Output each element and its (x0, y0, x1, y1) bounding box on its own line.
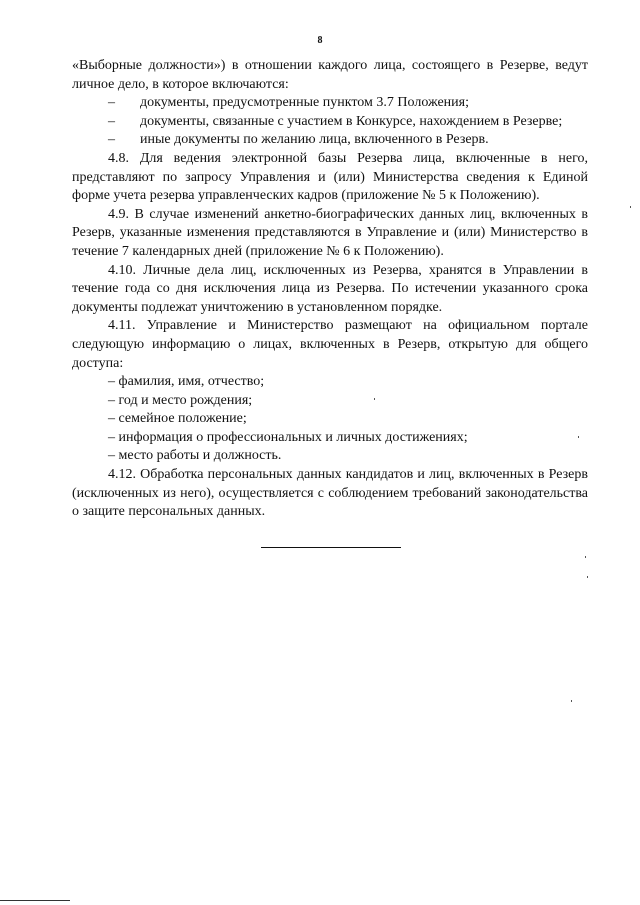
paragraph-4-11: 4.11. Управление и Министерство размещают на официальном портале следующую информацию о лицах, включенных в Резерв, открытую для общего доступа: (72, 318, 588, 371)
end-of-document-rule (261, 547, 401, 548)
paragraph-4-9: 4.9. В случае изменений анкетно-биографических данных лиц, включенных в Резерв, указанные изменения представляются в Управление и (или) Министерство в течение 7 календарных дней (приложение № 6 к Положению). (72, 206, 588, 259)
dash-bullet: – (108, 113, 115, 129)
list-item: – фамилия, имя, отчество; (108, 374, 265, 390)
paragraph-4-8: 4.8. Для ведения электронной базы Резерва лица, включенные в него, представляют по запросу Управления и (или) Министерства сведения к Единой форме учета резерва управленческих кадров (приложение № 5 к Положению). (72, 150, 588, 204)
list-item: – документы, предусмотренные пунктом 3.7 Положения; (72, 94, 588, 113)
list-item: – место работы и должность. (108, 448, 282, 464)
scan-mark (578, 436, 579, 438)
dash-bullet: – (108, 95, 115, 111)
scan-mark (571, 700, 572, 702)
page-number: 8 (317, 35, 323, 46)
scan-edge-line (0, 900, 70, 901)
intro-paragraph: «Выборные должности») в отношении каждого лица, состоящего в Резерве, ведут личное дело, в которое включаются: (72, 58, 588, 92)
dash-bullet: – (108, 132, 115, 148)
document-body (72, 57, 588, 522)
list-item: – год и место рождения; (108, 392, 253, 408)
scan-mark (374, 398, 375, 400)
paragraph-4-12: 4.12. Обработка персональных данных кандидатов и лиц, включенных в Резерв (исключенных из него), осуществляется с соблюдением требований законодательства о защите персональных данных. (72, 467, 588, 520)
scan-mark (587, 576, 588, 578)
scan-mark (630, 206, 631, 208)
list-item: – семейное положение; (108, 411, 247, 427)
list-item: – иные документы по желанию лица, включенного в Резерв. (72, 131, 588, 150)
scan-mark (585, 556, 586, 558)
paragraph-4-10: 4.10. Личные дела лиц, исключенных из Резерва, хранятся в Управлении в течение года со дня исключения лица из Резерва. По истечении указанного срока документы подлежат уничтожению в установленном порядке. (72, 262, 588, 315)
list-item: – информация о профессиональных и личных достижениях; (108, 429, 468, 445)
list-item: – документы, связанные с участием в Конкурсе, нахождением в Резерве; (72, 113, 588, 132)
